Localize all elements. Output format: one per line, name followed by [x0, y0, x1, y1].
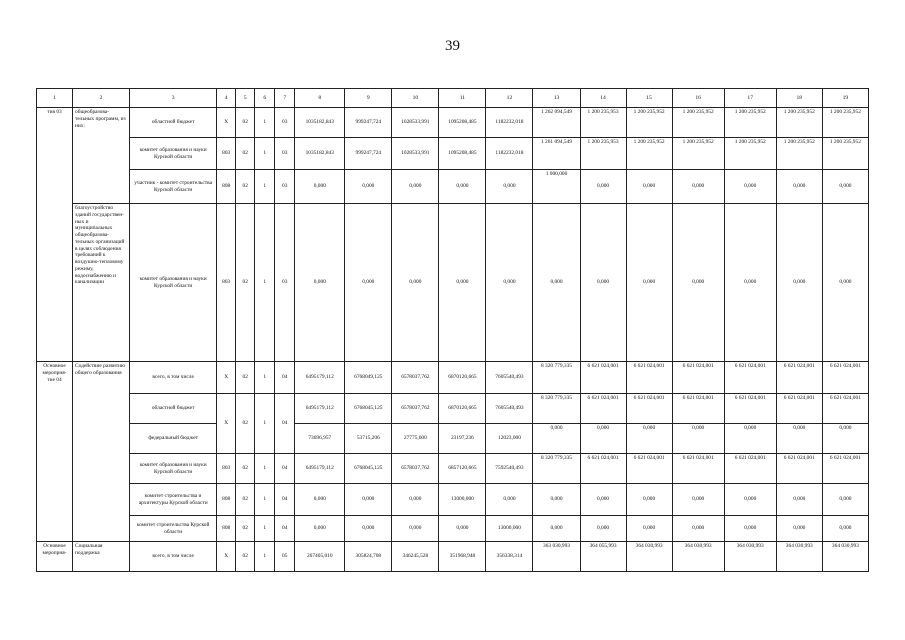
header-cell: 19 [822, 89, 868, 108]
header-cell: 8 [295, 89, 345, 108]
value-cell: 1182232,018 [486, 108, 533, 138]
value-cell: 0,000 [345, 204, 392, 362]
value-cell: 0,000 [626, 204, 672, 362]
value-cell: 1095208,485 [439, 108, 486, 138]
value-cell: 0,000 [724, 424, 776, 454]
value-cell: 53715,206 [345, 424, 392, 454]
table-row [37, 138, 869, 170]
value-cell: 0,000 [345, 516, 392, 542]
code-cell: 02 [236, 516, 255, 542]
header-cell: 10 [392, 89, 439, 108]
header-cell: 13 [533, 89, 580, 108]
header-cell: 11 [439, 89, 486, 108]
value-cell: 0,000 [776, 424, 822, 454]
value-cell: 0,000 [295, 204, 345, 362]
value-cell: 6495179,112 [295, 454, 345, 484]
code-cell: 02 [236, 542, 255, 572]
header-row [37, 89, 869, 108]
value-cell: 0,000 [822, 204, 868, 362]
value-cell: 6 621 024,001 [580, 454, 626, 484]
value-cell: 7605540,493 [486, 394, 533, 424]
header-cell: 5 [236, 89, 255, 108]
table-row [37, 394, 869, 424]
value-cell: 1 200 235,952 [724, 138, 776, 170]
value-cell: 0,000 [776, 204, 822, 362]
value-cell: 305824,708 [345, 542, 392, 572]
value-cell: 0,000 [345, 170, 392, 204]
value-cell: 6 621 024,001 [672, 454, 724, 484]
value-cell: 6857120,665 [439, 454, 486, 484]
value-cell: 364 030,993 [672, 542, 724, 572]
value-cell: 6 621 024,001 [822, 394, 868, 424]
source-cell: комитет строительства и архитектуры Курской области [130, 484, 217, 516]
value-cell: 6 621 024,001 [580, 394, 626, 424]
value-cell: 0,000 [626, 170, 672, 204]
code-cell: 1 [255, 138, 275, 170]
source-cell: областной бюджет [130, 394, 217, 424]
value-cell: 6495179,112 [295, 394, 345, 424]
code-cell: 803 [217, 138, 236, 170]
value-cell: 6 621 024,001 [776, 454, 822, 484]
source-cell: комитет образования и науки Курской области [130, 204, 217, 362]
value-cell: 0,000 [580, 484, 626, 516]
code-cell: X [217, 108, 236, 138]
table-row [37, 542, 869, 572]
code-cell: 04 [275, 362, 295, 394]
table-row [37, 108, 869, 138]
value-cell: 364 030,993 [626, 542, 672, 572]
table-row [37, 454, 869, 484]
code-cell: 02 [236, 138, 255, 170]
header-cell: 17 [724, 89, 776, 108]
code-cell: 03 [275, 108, 295, 138]
value-cell: 0,000 [486, 484, 533, 516]
value-cell: 6 621 024,001 [580, 362, 626, 394]
header-cell: 18 [776, 89, 822, 108]
value-cell: 1 200 235,952 [626, 108, 672, 138]
code-cell: 1 [255, 516, 275, 542]
header-cell: 1 [37, 89, 73, 108]
value-cell: 363 030,993 [533, 542, 580, 572]
value-cell: 364 030,993 [822, 542, 868, 572]
value-cell: 1 200 235,952 [672, 138, 724, 170]
value-cell: 6495179,112 [295, 362, 345, 394]
value-cell: 0,000 [672, 170, 724, 204]
header-cell: 2 [73, 89, 130, 108]
code-cell: 1 [255, 108, 275, 138]
source-cell: комитет образования и науки Курской области [130, 454, 217, 484]
code-cell: 02 [236, 394, 255, 454]
value-cell: 1 200 235,952 [822, 138, 868, 170]
value-cell: 6768045,125 [345, 394, 392, 424]
value-cell: 6 621 024,001 [626, 394, 672, 424]
table-row [37, 204, 869, 362]
value-cell: 0,000 [822, 484, 868, 516]
value-cell: 0,000 [392, 484, 439, 516]
value-cell: 6578037,762 [392, 394, 439, 424]
value-cell: 0,000 [580, 204, 626, 362]
value-cell: 6 621 024,001 [724, 394, 776, 424]
value-cell: 1 000,000 [533, 170, 580, 204]
code-cell: 02 [236, 204, 255, 362]
value-cell: 1035182,843 [295, 108, 345, 138]
value-cell: 0,000 [580, 170, 626, 204]
value-cell: 6 621 024,001 [672, 394, 724, 424]
code-cell: 02 [236, 108, 255, 138]
value-cell: 6768049,125 [345, 362, 392, 394]
value-cell: 1095208,485 [439, 138, 486, 170]
value-cell: 13000,000 [439, 484, 486, 516]
value-cell: 364 030,993 [724, 542, 776, 572]
table-row [37, 170, 869, 204]
value-cell: 1 200 235,952 [724, 108, 776, 138]
value-cell: 6768045,125 [345, 454, 392, 484]
value-cell: 0,000 [392, 516, 439, 542]
value-cell: 346245,528 [392, 542, 439, 572]
value-cell: 1 200 235,952 [776, 138, 822, 170]
code-cell: 03 [275, 170, 295, 204]
value-cell: 1 200 235,953 [580, 138, 626, 170]
value-cell: 6 621 024,001 [776, 362, 822, 394]
value-cell: 0,000 [626, 484, 672, 516]
header-cell: 14 [580, 89, 626, 108]
value-cell: 13000,000 [486, 516, 533, 542]
value-cell: 0,000 [724, 516, 776, 542]
source-cell: комитет образования и науки Курской области [130, 138, 217, 170]
value-cell: 7605540,493 [486, 362, 533, 394]
value-cell: 356338,314 [486, 542, 533, 572]
code-cell: 04 [275, 484, 295, 516]
value-cell: 0,000 [486, 204, 533, 362]
header-cell: 12 [486, 89, 533, 108]
value-cell: 1 261 094,549 [533, 138, 580, 170]
value-cell: 1028533,991 [392, 108, 439, 138]
header-cell: 7 [275, 89, 295, 108]
code-cell: 803 [217, 454, 236, 484]
value-cell: 8 320 779,335 [533, 454, 580, 484]
value-cell: 1035182,843 [295, 138, 345, 170]
code-cell: 808 [217, 484, 236, 516]
source-cell: участник - комитет строительства Курской области [130, 170, 217, 204]
table-row [37, 516, 869, 542]
value-cell: 0,000 [580, 424, 626, 454]
code-cell: 1 [255, 204, 275, 362]
value-cell: 0,000 [533, 516, 580, 542]
header-cell: 4 [217, 89, 236, 108]
row-title-cell: Социальная поддержка [73, 542, 130, 572]
value-cell: 0,000 [626, 424, 672, 454]
code-cell: 808 [217, 170, 236, 204]
value-cell: 0,000 [486, 170, 533, 204]
value-cell: 0,000 [776, 170, 822, 204]
value-cell: 0,000 [533, 204, 580, 362]
value-cell: 1 262 094,549 [533, 108, 580, 138]
value-cell: 6 621 024,001 [672, 362, 724, 394]
value-cell: 0,000 [580, 516, 626, 542]
row-title-cell: общеобразова-тельных программ, из них: [73, 108, 130, 204]
table-row [37, 362, 869, 394]
value-cell: 73696,957 [295, 424, 345, 454]
value-cell: 6 621 024,001 [626, 362, 672, 394]
header-cell: 3 [130, 89, 217, 108]
value-cell: 8 320 779,335 [533, 362, 580, 394]
code-cell: X [217, 394, 236, 454]
value-cell: 1 200 235,952 [776, 108, 822, 138]
code-cell: 1 [255, 454, 275, 484]
code-cell: 04 [275, 516, 295, 542]
value-cell: 12023,000 [486, 424, 533, 454]
value-cell: 7592540,493 [486, 454, 533, 484]
value-cell: 351968,948 [439, 542, 486, 572]
code-cell: 1 [255, 484, 275, 516]
value-cell: 6 621 024,001 [626, 454, 672, 484]
value-cell: 0,000 [822, 516, 868, 542]
row-code-cell: Основное мероприя-тие 04 [37, 362, 73, 542]
value-cell: 0,000 [672, 516, 724, 542]
code-cell: 1 [255, 394, 275, 454]
value-cell: 6578037,762 [392, 454, 439, 484]
table-row [37, 484, 869, 516]
value-cell: 0,000 [295, 484, 345, 516]
source-cell: всего, в том числе [130, 362, 217, 394]
source-cell: всего, в том числе [130, 542, 217, 572]
value-cell: 0,000 [776, 484, 822, 516]
value-cell: 0,000 [345, 484, 392, 516]
value-cell: 1028533,991 [392, 138, 439, 170]
code-cell: X [217, 542, 236, 572]
header-cell: 9 [345, 89, 392, 108]
header-cell: 16 [672, 89, 724, 108]
value-cell: 0,000 [724, 484, 776, 516]
code-cell: 02 [236, 170, 255, 204]
code-cell: X [217, 362, 236, 394]
header-cell: 15 [626, 89, 672, 108]
value-cell: 27775,600 [392, 424, 439, 454]
value-cell: 1 200 235,952 [822, 108, 868, 138]
code-cell: 808 [217, 516, 236, 542]
value-cell: 6 621 024,001 [724, 454, 776, 484]
value-cell: 0,000 [533, 484, 580, 516]
value-cell: 0,000 [439, 204, 486, 362]
table-row [37, 424, 869, 454]
value-cell: 6870120,665 [439, 362, 486, 394]
row-code-cell: тия 03 [37, 108, 73, 362]
value-cell: 0,000 [295, 170, 345, 204]
value-cell: 999247,724 [345, 108, 392, 138]
code-cell: 04 [275, 394, 295, 454]
code-cell: 02 [236, 454, 255, 484]
value-cell: 999247,724 [345, 138, 392, 170]
value-cell: 6 621 024,001 [776, 394, 822, 424]
value-cell: 0,000 [776, 516, 822, 542]
value-cell: 23197,236 [439, 424, 486, 454]
source-cell: комитет строительства Курской области [130, 516, 217, 542]
value-cell: 1 200 235,953 [580, 108, 626, 138]
value-cell: 0,000 [724, 170, 776, 204]
row-title-cell: Содействие развитию общего образования [73, 362, 130, 542]
code-cell: 02 [236, 362, 255, 394]
code-cell: 03 [275, 204, 295, 362]
code-cell: 03 [275, 138, 295, 170]
value-cell: 0,000 [672, 424, 724, 454]
value-cell: 6 621 024,001 [822, 454, 868, 484]
value-cell: 1 200 235,952 [626, 138, 672, 170]
value-cell: 1182232,018 [486, 138, 533, 170]
row-title-cell: благоустройство зданий государствен-ных и муниципальных общеобразова-тельных организаций в целях соблюдения требований к воздушно-тепловому режиму, водоснабжению и канализации [73, 204, 130, 362]
value-cell: 1 200 235,952 [672, 108, 724, 138]
value-cell: 0,000 [295, 516, 345, 542]
code-cell: 04 [275, 454, 295, 484]
value-cell: 267405,010 [295, 542, 345, 572]
value-cell: 0,000 [822, 424, 868, 454]
value-cell: 0,000 [724, 204, 776, 362]
value-cell: 6578037,762 [392, 362, 439, 394]
value-cell: 6870120,665 [439, 394, 486, 424]
value-cell: 8 320 779,335 [533, 394, 580, 424]
value-cell: 0,000 [626, 516, 672, 542]
source-cell: областной бюджет [130, 108, 217, 138]
code-cell: 1 [255, 542, 275, 572]
value-cell: 0,000 [392, 204, 439, 362]
value-cell: 0,000 [672, 484, 724, 516]
code-cell: 803 [217, 204, 236, 362]
header-cell: 6 [255, 89, 275, 108]
value-cell: 6 621 024,001 [724, 362, 776, 394]
value-cell: 0,000 [392, 170, 439, 204]
value-cell: 0,000 [533, 424, 580, 454]
value-cell: 0,000 [672, 204, 724, 362]
value-cell: 0,000 [439, 516, 486, 542]
value-cell: 0,000 [439, 170, 486, 204]
code-cell: 05 [275, 542, 295, 572]
source-cell: федеральный бюджет [130, 424, 217, 454]
value-cell: 6 621 024,001 [822, 362, 868, 394]
code-cell: 02 [236, 484, 255, 516]
value-cell: 0,000 [822, 170, 868, 204]
row-code-cell: Основное мероприя- [37, 542, 73, 572]
code-cell: 1 [255, 362, 275, 394]
value-cell: 364 030,993 [776, 542, 822, 572]
code-cell: 1 [255, 170, 275, 204]
page-number: 39 [445, 38, 460, 54]
budget-table [36, 88, 869, 572]
value-cell: 364 055,993 [580, 542, 626, 572]
